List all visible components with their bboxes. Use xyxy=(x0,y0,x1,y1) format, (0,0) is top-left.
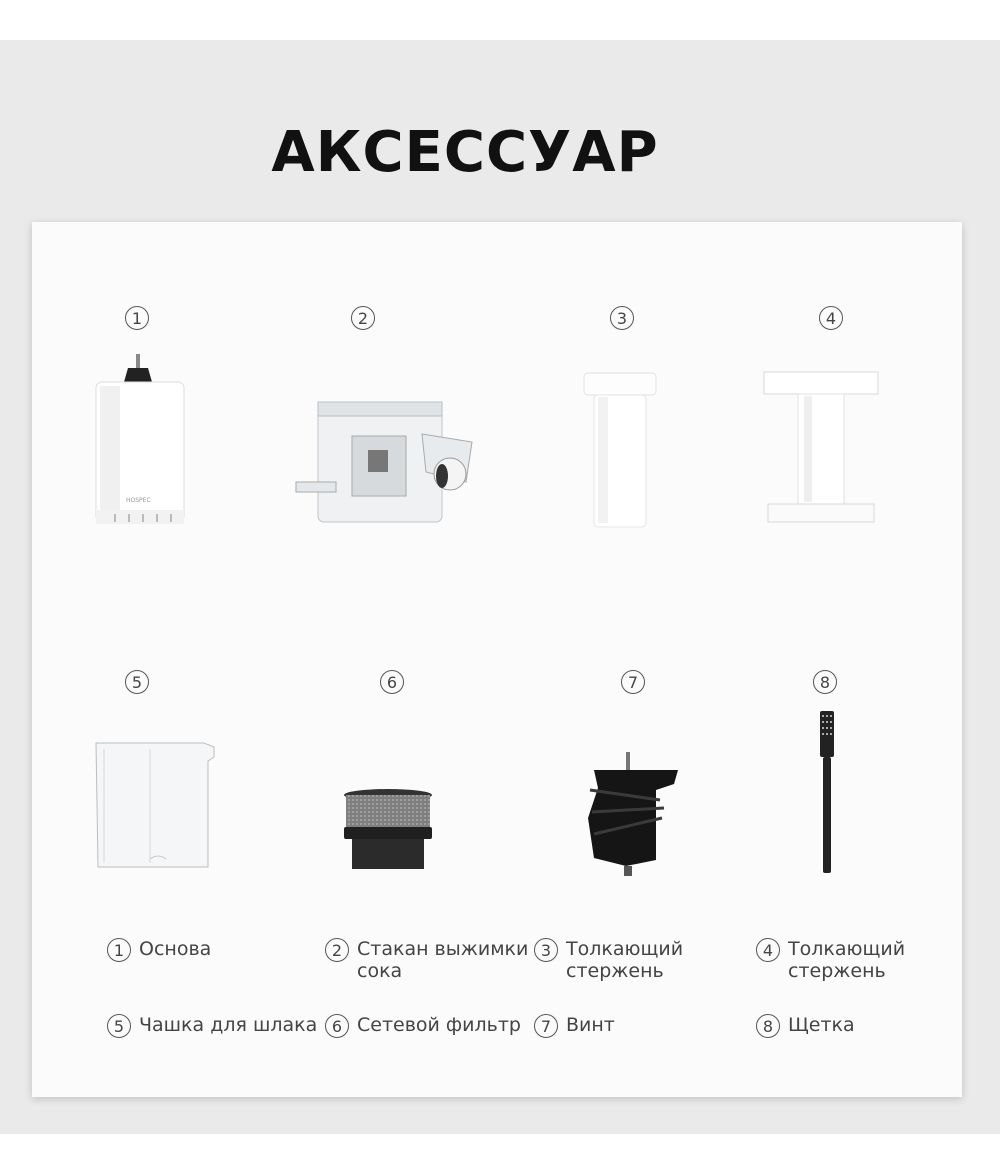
item-number-3: 3 xyxy=(610,306,634,330)
item-number-1: 1 xyxy=(125,306,149,330)
legend-label-4: Толкающий стержень xyxy=(788,938,906,982)
item-number-2: 2 xyxy=(351,306,375,330)
auger-screw-image xyxy=(580,750,690,880)
legend-label-1: Основа xyxy=(139,938,212,960)
legend-label-6: Сетевой фильтр xyxy=(357,1014,521,1036)
legend-number-5: 5 xyxy=(107,1014,131,1038)
legend-item-3 xyxy=(534,938,734,986)
pulp-cup-image xyxy=(90,737,220,877)
legend-item-1 xyxy=(107,938,307,964)
pusher-rod-image xyxy=(580,367,660,537)
item-number-4: 4 xyxy=(819,306,843,330)
accessories-card xyxy=(32,222,962,1097)
legend-label-7: Винт xyxy=(566,1014,615,1036)
legend-number-2: 2 xyxy=(325,938,349,962)
item-number-5: 5 xyxy=(125,670,149,694)
page-title: АКСЕССУАР xyxy=(271,120,659,185)
legend-item-4 xyxy=(756,938,956,986)
legend-number-8: 8 xyxy=(756,1014,780,1038)
legend-number-6: 6 xyxy=(325,1014,349,1038)
legend-item-2 xyxy=(325,938,535,986)
pusher-stand-image xyxy=(760,362,890,537)
juicing-cup-image xyxy=(292,392,482,532)
cleaning-brush-image xyxy=(812,707,842,877)
mesh-filter-image xyxy=(340,787,440,877)
legend-number-7: 7 xyxy=(534,1014,558,1038)
legend-number-4: 4 xyxy=(756,938,780,962)
legend-label-5: Чашка для шлака xyxy=(139,1014,318,1036)
legend-label-8: Щетка xyxy=(788,1014,855,1036)
brand-mark: HOSPEC xyxy=(126,497,151,504)
legend-item-6 xyxy=(325,1014,535,1040)
legend-number-1: 1 xyxy=(107,938,131,962)
item-number-6: 6 xyxy=(380,670,404,694)
legend-label-2: Стакан выжимки сока xyxy=(357,938,529,982)
legend-number-3: 3 xyxy=(534,938,558,962)
legend-label-3: Толкающий стержень xyxy=(566,938,684,982)
base-unit-image xyxy=(92,352,192,532)
legend-item-8 xyxy=(756,1014,956,1040)
legend-item-5 xyxy=(107,1014,322,1040)
legend-item-7 xyxy=(534,1014,734,1040)
item-number-8: 8 xyxy=(813,670,837,694)
item-number-7: 7 xyxy=(621,670,645,694)
